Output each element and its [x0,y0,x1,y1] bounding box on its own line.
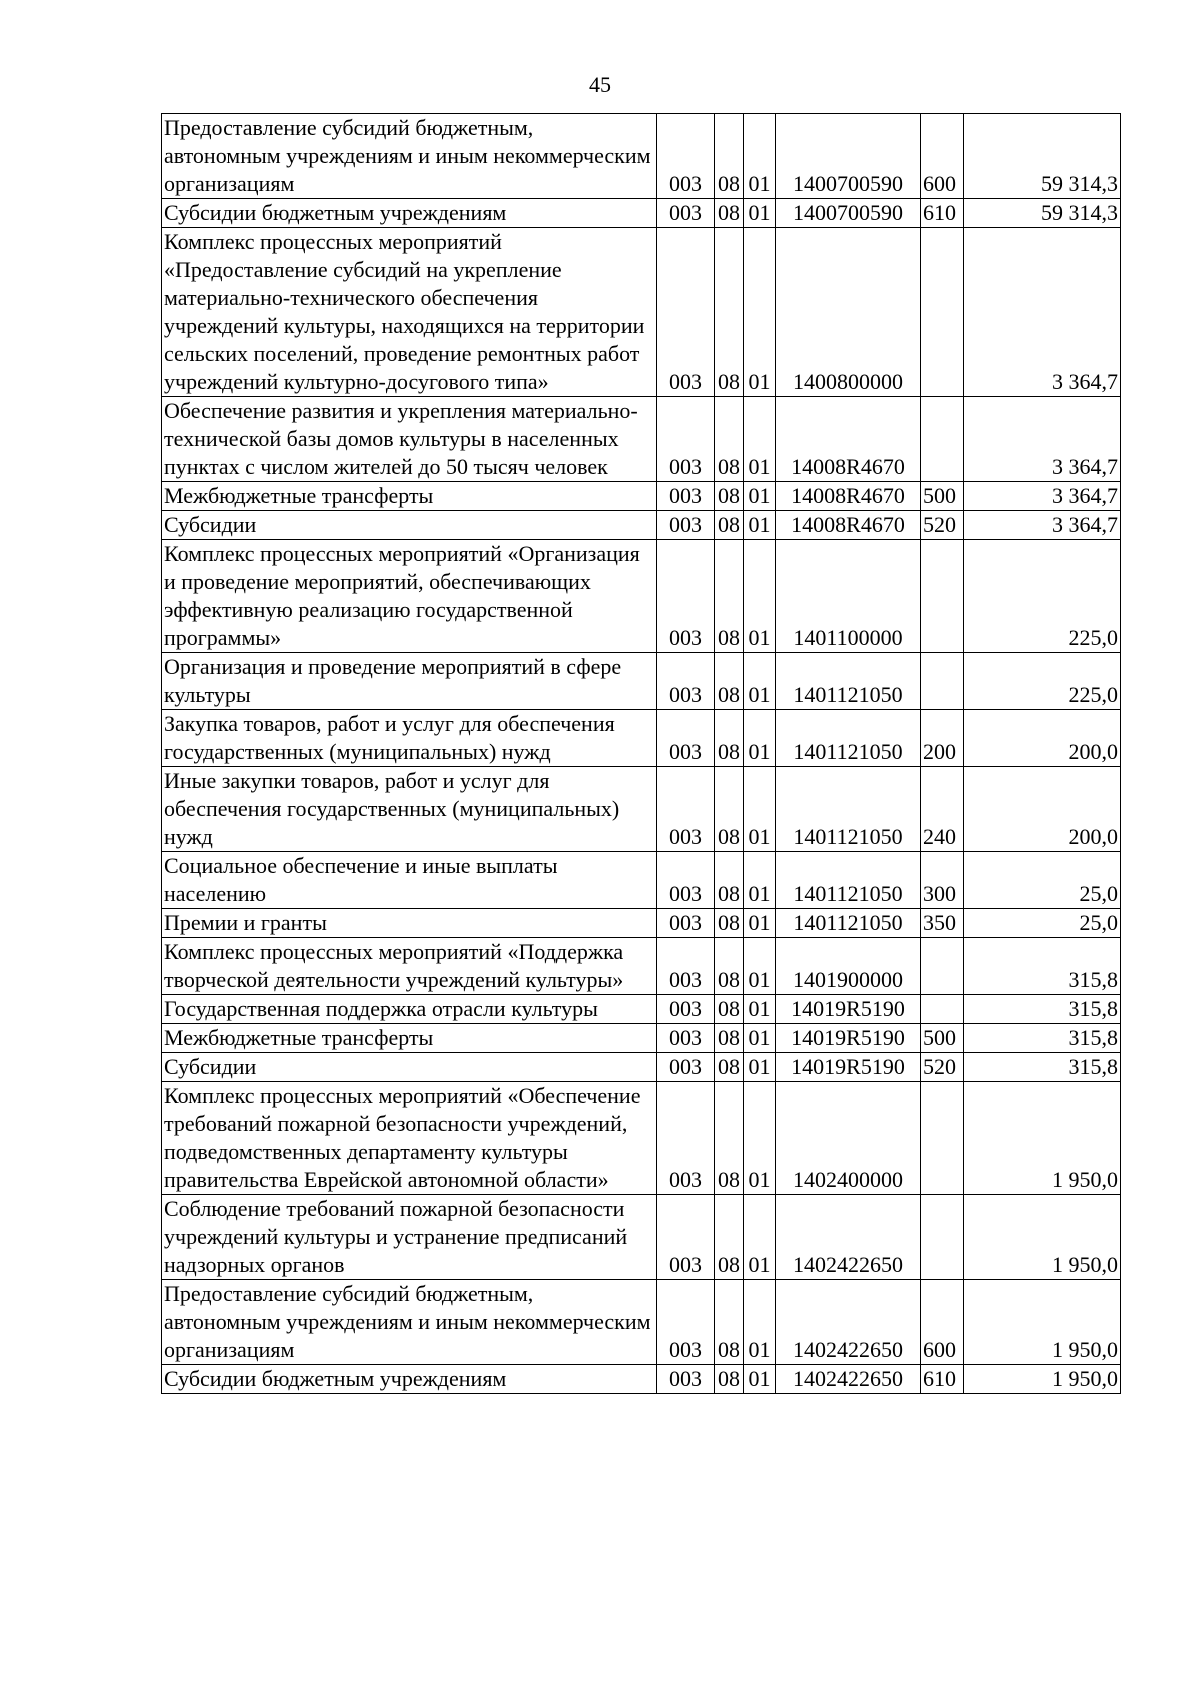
row-ved-cell: 003 [657,852,715,909]
row-vr-cell: 500 [921,1024,964,1053]
row-sum-cell: 25,0 [964,852,1121,909]
row-name-cell: Предоставление субсидий бюджетным, автономным учреждениям и иным некоммерческим организациям [162,114,657,199]
row-rz-cell: 08 [715,511,744,540]
row-vr-cell: 600 [921,114,964,199]
row-sum-cell: 25,0 [964,909,1121,938]
row-name-cell: Предоставление субсидий бюджетным, автономным учреждениям и иным некоммерческим организациям [162,1280,657,1365]
row-name-cell: Иные закупки товаров, работ и услуг для обеспечения государственных (муниципальных) нужд [162,767,657,852]
row-pr-cell: 01 [744,1280,776,1365]
row-pr-cell: 01 [744,909,776,938]
row-ved-cell: 003 [657,1082,715,1195]
row-ved-cell: 003 [657,1195,715,1280]
table-row [162,1053,1121,1082]
row-vr-cell: 610 [921,1365,964,1394]
table-row [162,1280,1121,1365]
row-sum-cell: 200,0 [964,710,1121,767]
budget-table-body [162,114,1121,1394]
row-name-cell: Соблюдение требований пожарной безопасности учреждений культуры и устранение предписаний надзорных органов [162,1195,657,1280]
row-pr-cell: 01 [744,995,776,1024]
table-row [162,397,1121,482]
row-pr-cell: 01 [744,653,776,710]
row-csr-cell: 1400700590 [776,114,921,199]
row-name-cell: Обеспечение развития и укрепления материально-технической базы домов культуры в населенных пунктах с числом жителей до 50 тысяч человек [162,397,657,482]
row-ved-cell: 003 [657,1024,715,1053]
row-ved-cell: 003 [657,511,715,540]
row-csr-cell: 1401121050 [776,710,921,767]
page-number: 45 [589,72,611,97]
row-csr-cell: 1400800000 [776,228,921,397]
row-name-cell: Субсидии бюджетным учреждениям [162,1365,657,1394]
row-rz-cell: 08 [715,653,744,710]
row-csr-cell: 1402400000 [776,1082,921,1195]
table-row [162,228,1121,397]
row-name-cell: Комплекс процессных мероприятий «Предоставление субсидий на укрепление материально-технического обеспечения учреждений культуры, находящихся на территории сельских поселений, проведение ремонтных работ учреждений культурно-досугового типа» [162,228,657,397]
row-vr-cell: 300 [921,852,964,909]
row-sum-cell: 59 314,3 [964,199,1121,228]
row-sum-cell: 3 364,7 [964,228,1121,397]
row-csr-cell: 1402422650 [776,1280,921,1365]
row-csr-cell: 14019R5190 [776,995,921,1024]
row-sum-cell: 315,8 [964,938,1121,995]
row-pr-cell: 01 [744,397,776,482]
row-pr-cell: 01 [744,1082,776,1195]
row-vr-cell: 240 [921,767,964,852]
row-vr-cell: 520 [921,1053,964,1082]
row-vr-cell [921,653,964,710]
row-ved-cell: 003 [657,909,715,938]
row-csr-cell: 1401100000 [776,540,921,653]
row-pr-cell: 01 [744,228,776,397]
row-vr-cell [921,397,964,482]
row-vr-cell: 600 [921,1280,964,1365]
row-vr-cell [921,995,964,1024]
row-name-cell: Комплекс процессных мероприятий «Обеспечение требований пожарной безопасности учреждений, подведомственных департаменту культуры правительства Еврейской автономной области» [162,1082,657,1195]
row-sum-cell: 1 950,0 [964,1195,1121,1280]
budget-table [161,113,1121,1394]
row-pr-cell: 01 [744,1053,776,1082]
row-sum-cell: 315,8 [964,1024,1121,1053]
row-rz-cell: 08 [715,1053,744,1082]
row-csr-cell: 1400700590 [776,199,921,228]
row-rz-cell: 08 [715,228,744,397]
row-pr-cell: 01 [744,1365,776,1394]
row-csr-cell: 14008R4670 [776,482,921,511]
row-csr-cell: 1401900000 [776,938,921,995]
table-row [162,1195,1121,1280]
row-pr-cell: 01 [744,1024,776,1053]
row-rz-cell: 08 [715,1365,744,1394]
row-vr-cell: 200 [921,710,964,767]
row-csr-cell: 14019R5190 [776,1053,921,1082]
row-ved-cell: 003 [657,482,715,511]
row-sum-cell: 59 314,3 [964,114,1121,199]
row-rz-cell: 08 [715,1024,744,1053]
row-name-cell: Субсидии [162,511,657,540]
row-ved-cell: 003 [657,540,715,653]
row-csr-cell: 14008R4670 [776,397,921,482]
row-name-cell: Государственная поддержка отрасли культуры [162,995,657,1024]
table-row [162,767,1121,852]
table-row [162,653,1121,710]
row-rz-cell: 08 [715,1195,744,1280]
row-rz-cell: 08 [715,852,744,909]
row-rz-cell: 08 [715,1280,744,1365]
row-csr-cell: 14019R5190 [776,1024,921,1053]
table-row [162,938,1121,995]
table-row [162,995,1121,1024]
row-csr-cell: 1401121050 [776,767,921,852]
row-name-cell: Закупка товаров, работ и услуг для обеспечения государственных (муниципальных) нужд [162,710,657,767]
row-vr-cell [921,540,964,653]
table-row [162,540,1121,653]
row-rz-cell: 08 [715,114,744,199]
row-ved-cell: 003 [657,1365,715,1394]
row-sum-cell: 225,0 [964,653,1121,710]
row-csr-cell: 1401121050 [776,653,921,710]
row-pr-cell: 01 [744,482,776,511]
row-rz-cell: 08 [715,909,744,938]
row-ved-cell: 003 [657,710,715,767]
row-sum-cell: 1 950,0 [964,1082,1121,1195]
row-sum-cell: 200,0 [964,767,1121,852]
row-name-cell: Организация и проведение мероприятий в сфере культуры [162,653,657,710]
row-sum-cell: 3 364,7 [964,511,1121,540]
row-pr-cell: 01 [744,199,776,228]
row-name-cell: Субсидии бюджетным учреждениям [162,199,657,228]
row-name-cell: Межбюджетные трансферты [162,482,657,511]
row-pr-cell: 01 [744,114,776,199]
row-rz-cell: 08 [715,767,744,852]
row-name-cell: Комплекс процессных мероприятий «Поддержка творческой деятельности учреждений культуры» [162,938,657,995]
row-sum-cell: 225,0 [964,540,1121,653]
table-row [162,1082,1121,1195]
table-row [162,1024,1121,1053]
row-ved-cell: 003 [657,397,715,482]
row-vr-cell: 610 [921,199,964,228]
row-csr-cell: 1402422650 [776,1195,921,1280]
row-csr-cell: 14008R4670 [776,511,921,540]
row-ved-cell: 003 [657,1053,715,1082]
row-name-cell: Межбюджетные трансферты [162,1024,657,1053]
row-ved-cell: 003 [657,767,715,852]
row-name-cell: Комплекс процессных мероприятий «Организация и проведение мероприятий, обеспечивающих эффективную реализацию государственной программы» [162,540,657,653]
row-rz-cell: 08 [715,938,744,995]
row-sum-cell: 315,8 [964,995,1121,1024]
row-pr-cell: 01 [744,852,776,909]
row-pr-cell: 01 [744,938,776,995]
row-sum-cell: 1 950,0 [964,1365,1121,1394]
row-name-cell: Премии и гранты [162,909,657,938]
row-csr-cell: 1401121050 [776,909,921,938]
row-rz-cell: 08 [715,710,744,767]
row-vr-cell: 500 [921,482,964,511]
row-vr-cell [921,1082,964,1195]
row-csr-cell: 1402422650 [776,1365,921,1394]
table-row [162,710,1121,767]
row-name-cell: Социальное обеспечение и иные выплаты населению [162,852,657,909]
row-pr-cell: 01 [744,710,776,767]
row-sum-cell: 1 950,0 [964,1280,1121,1365]
table-row [162,199,1121,228]
row-ved-cell: 003 [657,653,715,710]
row-ved-cell: 003 [657,1280,715,1365]
row-name-cell: Субсидии [162,1053,657,1082]
table-row [162,114,1121,199]
table-row [162,909,1121,938]
row-csr-cell: 1401121050 [776,852,921,909]
table-row [162,511,1121,540]
table-row [162,482,1121,511]
row-rz-cell: 08 [715,1082,744,1195]
row-pr-cell: 01 [744,540,776,653]
row-ved-cell: 003 [657,995,715,1024]
row-vr-cell [921,1195,964,1280]
row-pr-cell: 01 [744,511,776,540]
row-ved-cell: 003 [657,938,715,995]
row-sum-cell: 3 364,7 [964,397,1121,482]
row-rz-cell: 08 [715,397,744,482]
table-row [162,852,1121,909]
row-sum-cell: 315,8 [964,1053,1121,1082]
row-vr-cell [921,938,964,995]
row-sum-cell: 3 364,7 [964,482,1121,511]
row-pr-cell: 01 [744,1195,776,1280]
row-pr-cell: 01 [744,767,776,852]
row-ved-cell: 003 [657,114,715,199]
row-rz-cell: 08 [715,995,744,1024]
row-ved-cell: 003 [657,228,715,397]
row-ved-cell: 003 [657,199,715,228]
row-vr-cell: 520 [921,511,964,540]
table-row [162,1365,1121,1394]
row-vr-cell: 350 [921,909,964,938]
row-rz-cell: 08 [715,199,744,228]
row-rz-cell: 08 [715,540,744,653]
row-vr-cell [921,228,964,397]
row-rz-cell: 08 [715,482,744,511]
